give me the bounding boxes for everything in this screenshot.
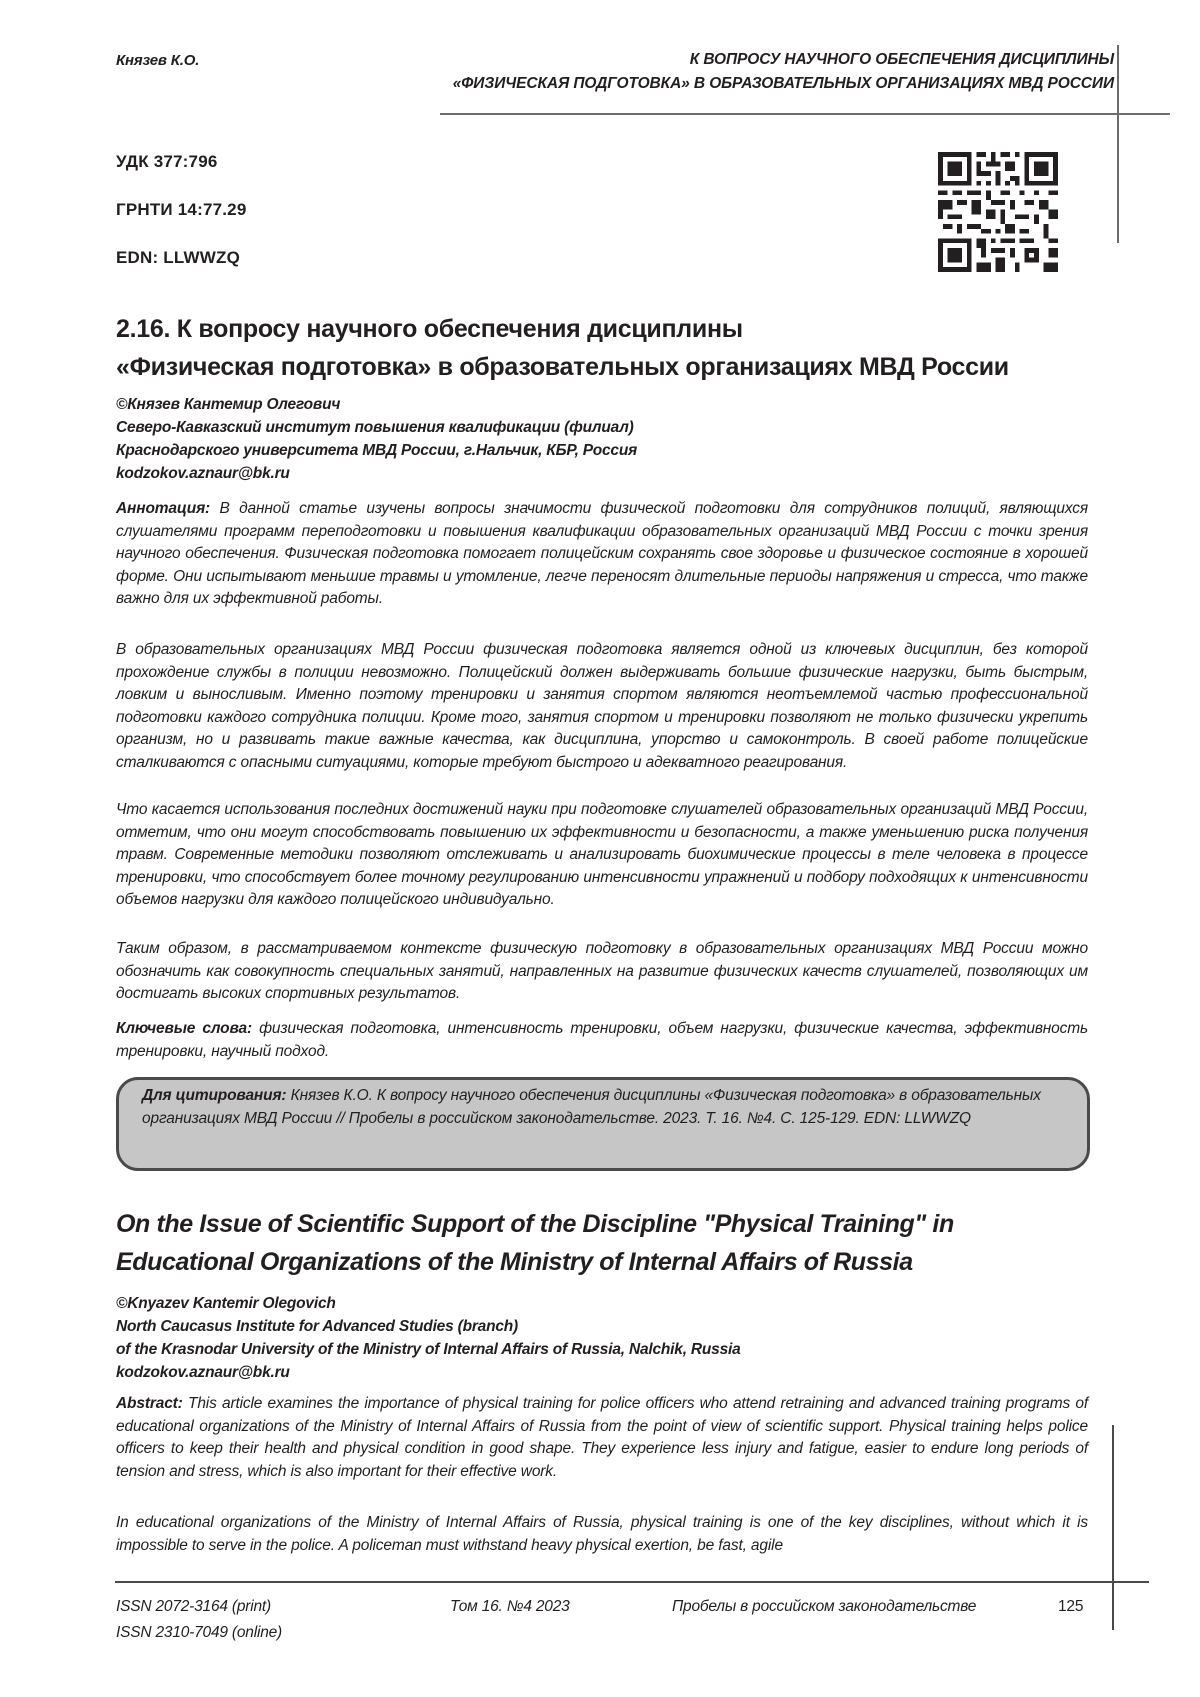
abstract-en-paragraph-1: [116, 1393, 1088, 1483]
affiliation-en-line2: of the Krasnodar University of the Ministry of Internal Affairs of Russia, Nalchik, Russia: [116, 1341, 741, 1358]
grnti-code: ГРНТИ 14:77.29: [116, 200, 247, 219]
header-rule-vertical: [1117, 45, 1119, 243]
keywords-ru-text: физическая подготовка, интенсивность тренировки, объем нагрузки, физические качества, эффективность тренировки, научный подход.: [116, 1020, 1088, 1060]
article-title-en-line1: On the Issue of Scientific Support of the Discipline "Physical Training" in: [116, 1210, 954, 1238]
author-email-ru[interactable]: kodzokov.aznaur@bk.ru: [116, 465, 290, 482]
article-title-en: [116, 1205, 1116, 1281]
running-header-title: [354, 48, 1114, 96]
article-title-ru: [116, 310, 1116, 386]
article-title-ru-line2: «Физическая подготовка» в образовательных организациях МВД России: [116, 353, 1009, 381]
running-header-title-line1: К ВОПРОСУ НАУЧНОГО ОБЕСПЕЧЕНИЯ ДИСЦИПЛИНЫ: [689, 51, 1114, 68]
footer-rule-horizontal: [115, 1581, 1149, 1583]
header-rule-horizontal: [440, 113, 1170, 115]
running-header-title-line2: «ФИЗИЧЕСКАЯ ПОДГОТОВКА» В ОБРАЗОВАТЕЛЬНЫХ ОРГАНИЗАЦИЯХ МВД РОССИИ: [452, 75, 1114, 92]
keywords-ru: [116, 1018, 1088, 1063]
citation-text: [142, 1085, 1060, 1130]
footer-rule-vertical: [1112, 1425, 1114, 1630]
article-title-ru-line1: 2.16. К вопросу научного обеспечения дисциплины: [116, 315, 743, 343]
citation-body: Князев К.О. К вопросу научного обеспечения дисциплины «Физическая подготовка» в образовательных организациях МВД России // Пробелы в российском законодательстве. 2023. Т. 16. №4. С. 125-129. EDN: LLWWZQ: [142, 1087, 1041, 1127]
abstract-ru-paragraph-2: В образовательных организациях МВД России физическая подготовка является одной из ключевых дисциплин, без которой прохождение службы в полиции невозможно. Полицейский должен выдерживать большие физические нагрузки, быть быстрым, ловким и выносливым. Именно поэтому тренировки и занятия спортом являются неотъемлемой частью профессиональной подготовки каждого сотрудника полиции. Кроме того, занятия спортом и тренировки позволяют не только физически укрепить организм, но и развивать такие важные качества, как дисциплина, упорство и самоконтроль. В своей работе полицейские сталкиваются с опасными ситуациями, которые требуют быстрого и адекватного реагирования.: [116, 641, 1088, 771]
abstract-en-label: Abstract:: [116, 1395, 183, 1412]
edn-code: EDN: LLWWZQ: [116, 248, 241, 267]
abstract-ru-text-1: В данной статье изучены вопросы значимости физической подготовки для сотрудников полиций, являющихся слушателями программ переподготовки и повышения квалификации образовательных организаций МВД России с точки зрения научного обеспечения. Физическая подготовка помогает полицейским сохранять свое здоровье и физическое состояние в хорошей форме. Они испытывают меньшие травмы и утомление, легче переносят длительные периоды напряжения и стресса, что также важно для их эффективной работы.: [116, 500, 1088, 607]
udk-code: УДК 377:796: [116, 152, 218, 171]
author-name-en: ©Knyazev Kantemir Olegovich: [116, 1295, 336, 1312]
abstract-ru-label: Аннотация:: [116, 500, 211, 517]
footer-volume: Том 16. №4 2023: [450, 1598, 570, 1615]
author-email-en[interactable]: kodzokov.aznaur@bk.ru: [116, 1364, 290, 1381]
running-header-author: Князев К.О.: [116, 52, 200, 69]
abstract-en-text-1: This article examines the importance of physical training for police officers who attend retraining and advanced training programs of educational organizations of the Ministry of Internal Affairs of Russia from the point of view of scientific support. Physical training helps police officers to keep their health and physical condition in good shape. They experience less injury and fatigue, easier to endure long periods of tension and stress, which is also important for their effective work.: [116, 1395, 1088, 1480]
affiliation-ru-line1: Северо-Кавказский институт повышения квалификации (филиал): [116, 419, 634, 436]
author-block-en: [116, 1292, 741, 1384]
footer-issn-online: ISSN 2310-7049 (online): [116, 1624, 283, 1641]
affiliation-en-line1: North Caucasus Institute for Advanced Studies (branch): [116, 1318, 519, 1335]
abstract-ru-paragraph-4: Таким образом, в рассматриваемом контексте физическую подготовку в образовательных организациях МВД России можно обозначить как совокупность специальных занятий, направленных на развитие физических качеств слушателей, позволяющих им достигать высоких спортивных результатов.: [116, 940, 1088, 1002]
affiliation-ru-line2: Краснодарского университета МВД России, г.Нальчик, КБР, Россия: [116, 442, 638, 459]
footer-issn-print: ISSN 2072-3164 (print): [116, 1598, 271, 1615]
abstract-ru-paragraph-3: Что касается использования последних достижений науки при подготовке слушателей образовательных организаций МВД России, отметим, что они могут способствовать повышению их эффективности и безопасности, а также уменьшению риска получения травм. Современные методики позволяют отслеживать и анализировать биохимические процессы в теле человека в процессе тренировки, что способствует более точному регулированию интенсивности упражнений и подбору подходящих к интенсивности объемов нагрузки для каждого полицейского индивидуально.: [116, 801, 1088, 908]
citation-label: Для цитирования:: [142, 1087, 287, 1104]
page-number: 125: [1058, 1598, 1084, 1615]
footer-journal-name: Пробелы в российском законодательстве: [672, 1598, 977, 1615]
author-block-ru: [116, 393, 637, 485]
article-title-en-line2: Educational Organizations of the Ministry of Internal Affairs of Russia: [116, 1248, 913, 1276]
abstract-ru-paragraph-1: [116, 498, 1088, 611]
abstract-en-paragraph-2: In educational organizations of the Ministry of Internal Affairs of Russia, physical training is one of the key disciplines, without which it is impossible to serve in the police. A policeman must withstand heavy physical exertion, be fast, agile: [116, 1514, 1088, 1554]
keywords-ru-label: Ключевые слова:: [116, 1020, 252, 1037]
author-name-ru: ©Князев Кантемир Олегович: [116, 396, 341, 413]
qr-code-icon[interactable]: [938, 152, 1058, 272]
